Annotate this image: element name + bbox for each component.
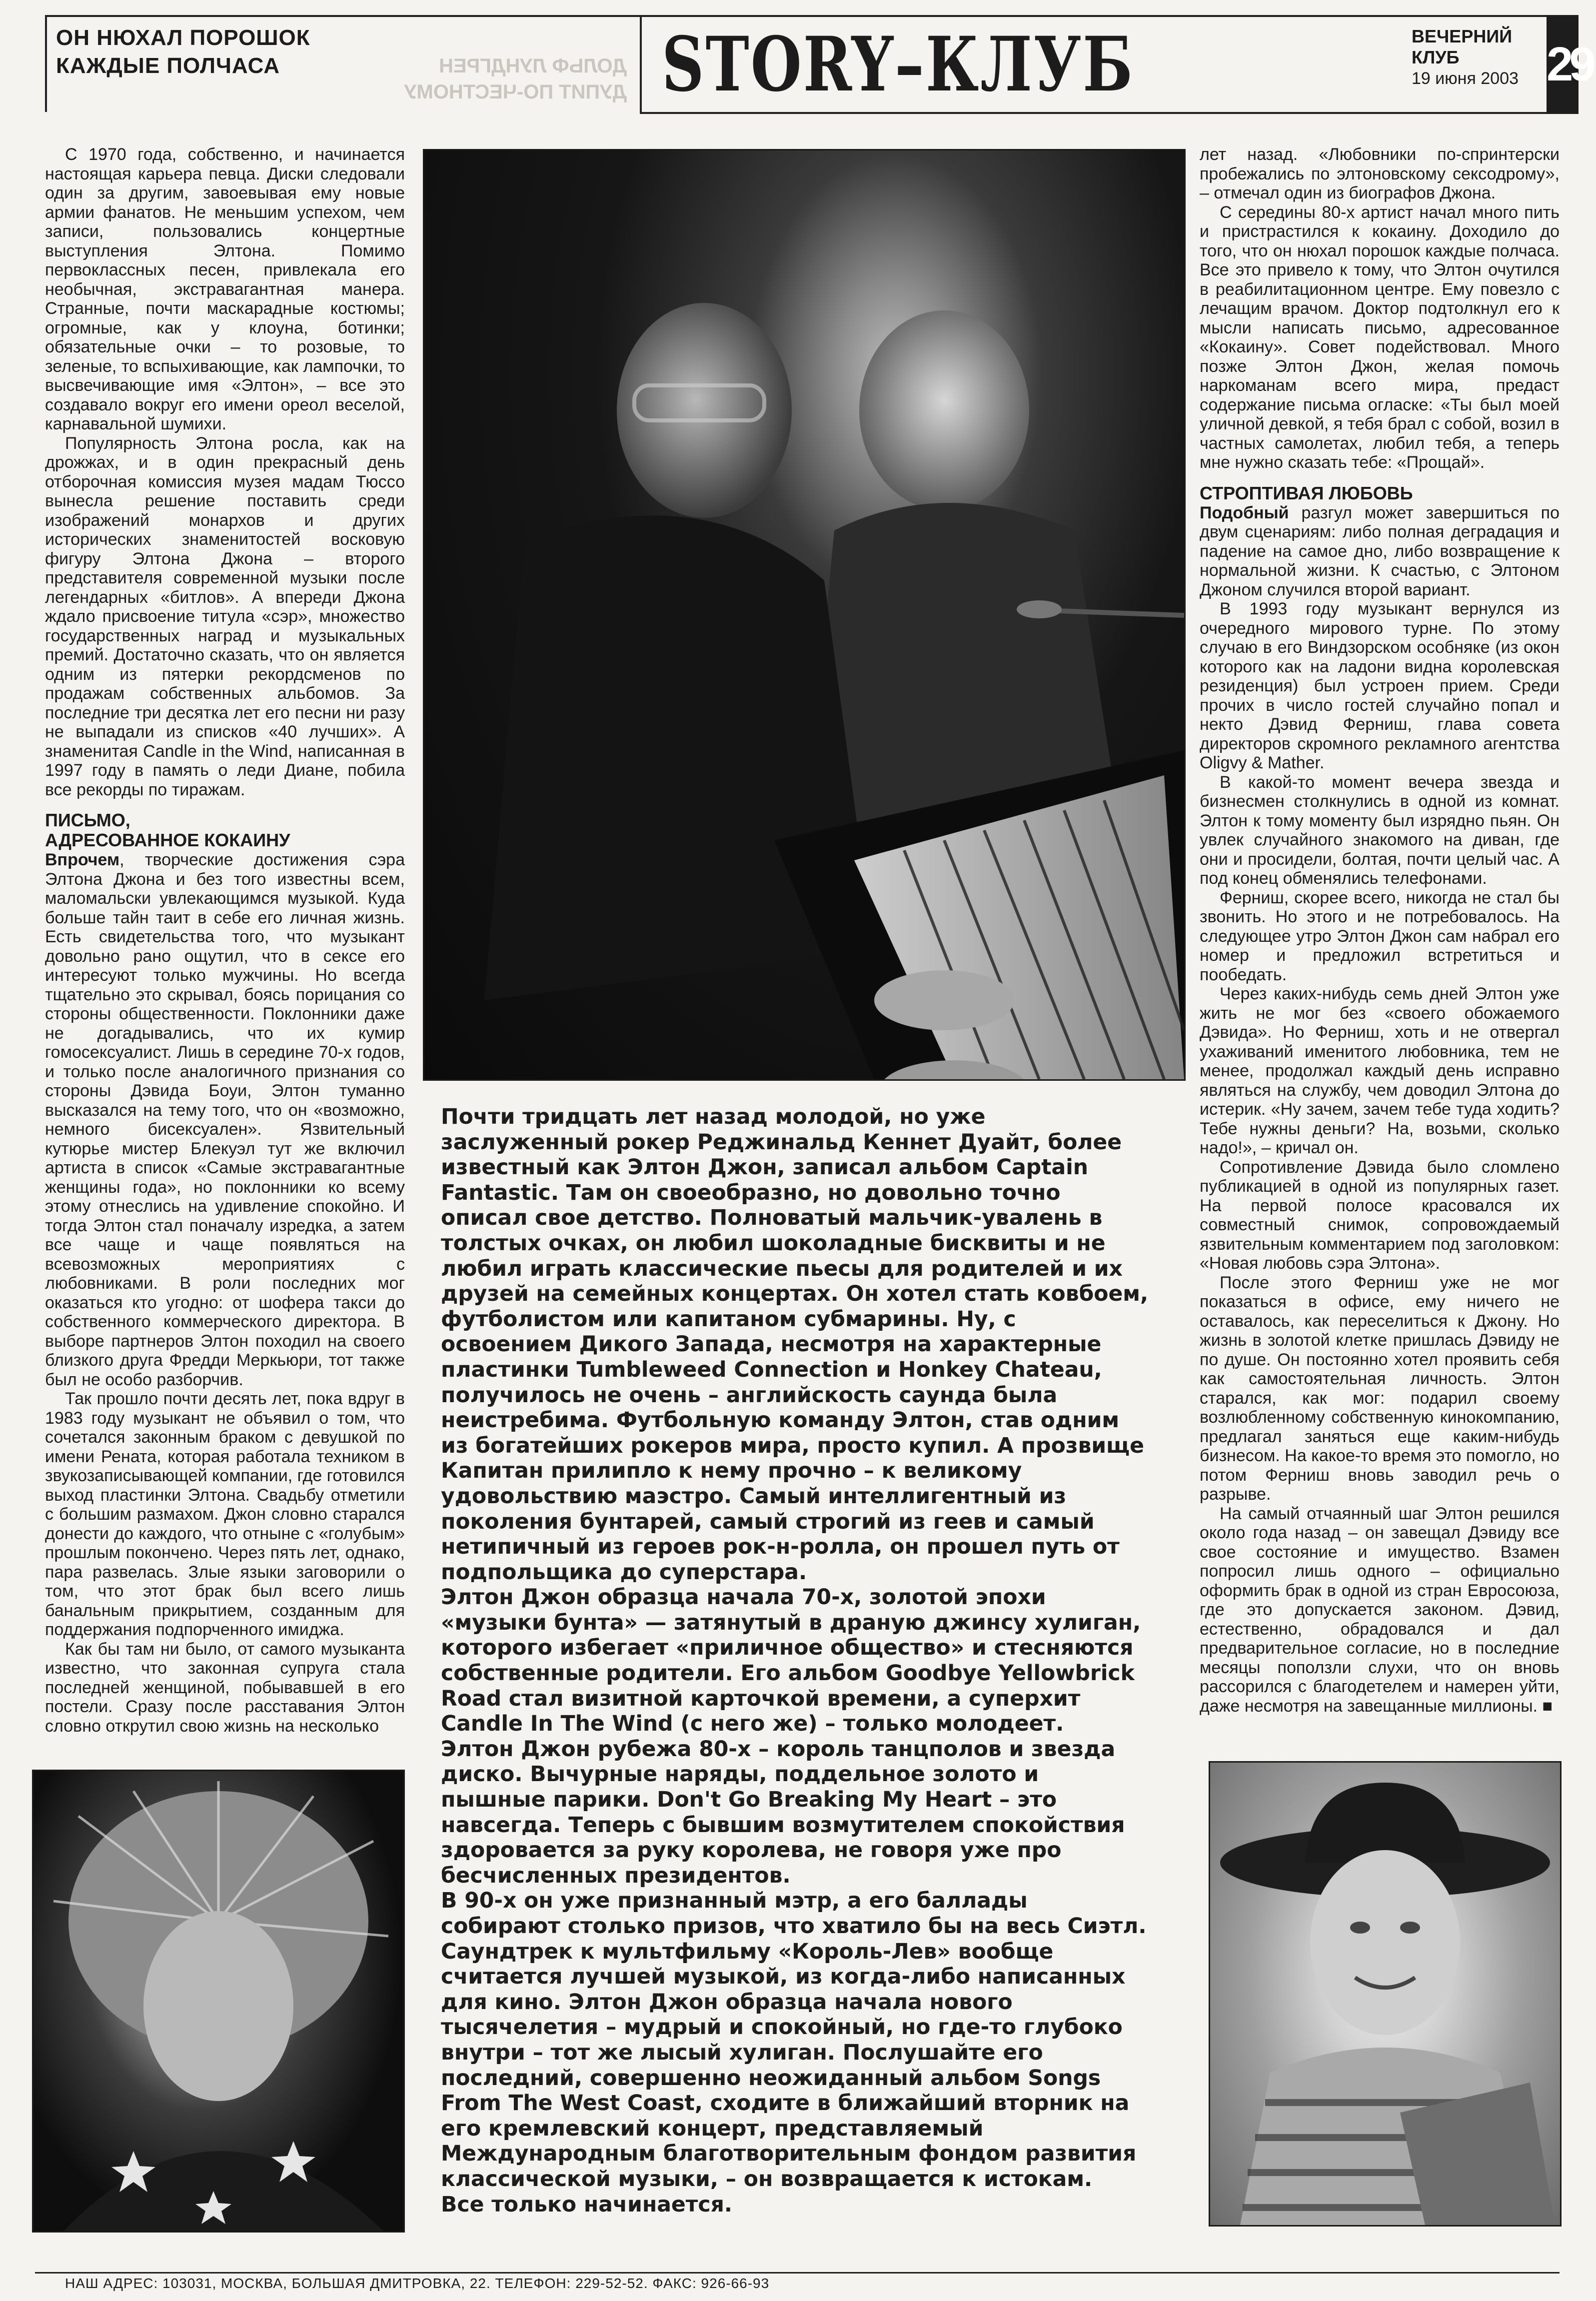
kicker-headline [56, 24, 310, 80]
feature-paragraph: Все только начинается. [441, 2192, 733, 2217]
subheading [45, 810, 405, 850]
paragraph: На самый отчаянный шаг Элтон решился около года назад – он завещал Дэвиду все свое состояние и имущество. Взамен попросил лишь одного – официально оформить брак в одной из стран Евросоюза, где это допускается законом. Дэвид, естественно, обрадовался и дал предварительное согласие, но в последние месяцы поползли слухи, что он вновь рассорился с благодетелем и намерен уйти, даже несмотря на завещанные миллионы. ■ [1200, 1504, 1560, 1716]
paragraph: Как бы там ни было, от самого музыканта известно, что законная супруга стала последней женщиной, побывавшей в его постели. Сразу после расставания Элтон словно открутил свою жизнь на несколько [45, 1639, 405, 1736]
photo-cowboy-hat [1209, 1761, 1562, 2227]
publication-name: ВЕЧЕРНИЙ КЛУБ [1412, 26, 1513, 67]
photo-illustration [1210, 1763, 1560, 2225]
photo-illustration [33, 1771, 403, 2231]
paragraph: С середины 80-х артист начал много пить и пристрастился к кокаину. Доходило до того, что он нюхал порошок каждые полчаса. Все это привело к тому, что Элтон очутился в реабилитационном центре. Ему повезло с лечащим врачом. Доктор подтолкнул его к мысли написать письмо, адресованное «Кокаину». Совет подействовал. Много позже Элтон Джон, желая помочь наркоманам всего мира, предаст содержание письма огласке: «Ты был моей уличной девкой, я тебя брал с собой, возил в частных самолетах, любил тебя, а теперь мне нужно сказать тебе: «Прощай». [1200, 202, 1560, 472]
ghost-line-2: ДУПИТ ПО-ЧЕСТНОМУ [404, 81, 627, 103]
paragraph: Так прошло почти десять лет, пока вдруг в 1983 году музыкант не объявил о том, что сочетался законным браком с девушкой по имени Рената, которая работала техником в звукозаписывающей компании, где готовился выход пластинки Элтона. Свадьбу отметили с большим размахом. Джон словно старался донести до каждого, что отныне с «голубым» прошлым покончено. Через пять лет, однако, пара развелась. Злые языки заговорили о том, что этот брак был всего лишь банальным прикрытием, созданным для поддержания подпорченного имиджа. [45, 1389, 405, 1639]
paragraph: В 1993 году музыкант вернулся из очередного мирового турне. По этому случаю в его Виндзорском особняке (из окон которого как на ладони видна королевская резиденция) был устроен прием. Среди прочих в число гостей случайно попал и некто Дэвид Ферниш, глава совета директоров скромного рекламного агентства Oligvy & Mather. [1200, 599, 1560, 772]
issue-date: 19 июня 2003 [1412, 69, 1519, 88]
section-title: STORY–КЛУБ [662, 20, 1135, 108]
paragraph: Популярность Элтона росла, как на дрожжах, и в один прекрасный день отборочная комиссия музея мадам Тюссо вынесла решение поставить среди изображений монархов и других исторических знаменитостей восковую фигуру Элтона Джона – второго представителя современной музыки после легендарных «битлов». А впереди Джона ждало присвоение титула «сэр», множество государственных наград и музыкальных премий. Достаточно сказать, что он является одним из пятерки рекордсменов по продажам собственных альбомов. За последние три десятка лет его песни ни разу не выпадали из списков «40 лучших». А знаменитая Candle in the Wind, написанная в 1997 году в память о леди Диане, побила все рекорды по тиражам. [45, 433, 405, 799]
ghost-line-1: ДОЛЬФ ЛУНДГРЕН [439, 55, 627, 77]
paragraph-body: разгул может завершиться по двум сценариям: либо полная деградация и падение на самое дно, либо возвращение к нормальной жизни. К счастью, с Элтоном Джоном случился второй вариант. [1200, 503, 1560, 599]
paragraph-body: , творческие достижения сэра Элтона Джона и без того известны всем, маломальски увлекающимся музыкой. Куда больше тайн таит в себе его личная жизнь. Есть свидетельства того, что музыкант довольно рано ощутил, что в сексе его интересуют только мужчины. Но всегда тщательно это скрывал, боясь порицания со стороны общественности. Поклонники даже не догадывались, что их кумир гомосексуалист. Лишь в середине 70-х годов, и только после аналогичного признания со стороны Дэвида Боуи, Элтон туманно высказался на тему того, что он «возможно, немного бисексуален». Язвительный кутюрье мистер Блекуэл тут же включил артиста в список «Самые экстравагантные женщины года», но поклонники ко всему этому отнеслись на удивление спокойно. И тогда Элтон стал поначалу изредка, а затем все чаще и чаще появляться на всевозможных мероприятиях с любовниками. В роли последних мог оказаться кто угодно: от шофера такси до собственного коммерческого директора. В выборе партнеров Элтон походил на своего близкого друга Фредди Меркьюри, тот также был не особо разборчив. [45, 850, 405, 1389]
paragraph: Ферниш, скорее всего, никогда не стал бы звонить. Но этого и не потребовалось. На следующее утро Элтон Джон сам набрал его номер и предложил встретиться и пообедать. [1200, 888, 1560, 984]
paragraph: В какой-то момент вечера звезда и бизнесмен столкнулись в одной из комнат. Элтон к тому моменту был изрядно пьян. Он увлек случайного знакомого на диван, где они и просидели, болтая, почти целый час. А под конец обменялись телефонами. [1200, 772, 1560, 888]
paragraph: лет назад. «Любовники по-спринтерски пробежались по элтоновскому сексодрому», – отмечал один из биографов Джона. [1200, 145, 1560, 202]
subheading-line-1: ПИСЬМО, [45, 810, 130, 830]
lead-word: Подобный [1200, 503, 1289, 522]
photo-illustration [424, 150, 1184, 1079]
left-column [45, 145, 405, 1736]
paragraph [1200, 503, 1560, 600]
publication-info [1412, 26, 1542, 89]
feature-paragraph: Почти тридцать лет назад молодой, но уже заслуженный рокер Реджинальд Кеннет Дуайт, более известный как Элтон Джон, записал альбом Captain Fantastic. Там он своеобразно, но довольно точно описал свое детство. Полноватый мальчик-увалень в толстых очках, он любил шоколадные бисквиты и не любил играть классические пьесы для родителей и их друзей на семейных концертах. Он хотел стать ковбоем, футболистом или капитаном субмарины. Ну, с освоением Дикого Запада, несмотря на характерные пластинки Tumbleweed Connection и Honkey Chateau, получилось не очень – английскость саунда была неистребима. Футбольную команду Элтон, став одним из богатейших рокеров мира, просто купил. А прозвище Капитан прилипло к нему прочно – к великому удовольствию маэстро. Самый интеллигентный из поколения бунтарей, самый строгий из геев и самый нетипичный из героев рок-н-ролла, он прошел путь от подпольщика до суперстара. [441, 1105, 1149, 1585]
feature-paragraph: Элтон Джон образца начала 70-х, золотой эпохи «музыки бунта» — затянутый в драную джинсу хулиган, которого избегает «приличное общество» и стесняются собственные родители. Его альбом Goodbye Yellowbrick Road стал визитной карточкой времени, а суперхит Candle In The Wind (с него же) – только молодеет. [441, 1585, 1141, 1737]
kicker-box [45, 15, 642, 112]
paragraph: С 1970 года, собственно, и начинается настоящая карьера певца. Диски следовали один за другим, завоевывая ему новые армии фанатов. Не меньшим успехом, чем записи, пользовались концертные выступления Элтона. Помимо первоклассных песен, привлекала его необычная, экстравагантная манера. Странные, почти маскарадные костюмы; огромные, как у клоуна, ботинки; обязательные очки – то розовые, то зеленые, то вспыхивающие, как лампочки, то высвечивающие имя «Элтон», – все это создавало вокруг его имени ореол веселой, карнавальной шумихи. [45, 145, 405, 433]
footer-address-bar [35, 2272, 1560, 2294]
main-photo-piano [423, 149, 1186, 1081]
feature-text [441, 1105, 1151, 2218]
kicker-line-1: ОН НЮХАЛ ПОРОШОК [56, 25, 310, 50]
right-column [1200, 145, 1560, 1716]
paragraph: Сопротивление Дэвида было сломлено публикацией в одной из популярных газет. На первой полосе красовался их совместный снимок, сопровождаемый язвительным комментарием под заголовком: «Новая любовь сэра Элтона». [1200, 1157, 1560, 1273]
subheading-line-2: АДРЕСОВАННОЕ КОКАИНУ [45, 830, 290, 850]
lead-word: Впрочем [45, 850, 120, 869]
footer-address: НАШ АДРЕС: 103031, МОСКВА, БОЛЬШАЯ ДМИТРОВКА, 22. ТЕЛЕФОН: 229-52-52. ФАКС: 926-66-93 [65, 2276, 770, 2291]
paragraph [45, 850, 405, 1389]
photo-wig-costume [32, 1770, 405, 2233]
paragraph: Через каких-нибудь семь дней Элтон уже жить не мог без «своего обожаемого Дэвида». Но Ферниш, хоть и не отвергал ухаживаний именитого любовника, тем не менее, продолжал каждый день исправно являться на службу, чем доводил Элтона до истерик. «Ну зачем, зачем тебе туда ходить? Тебе нужны деньги? На, возьми, сколько надо!», – кричал он. [1200, 984, 1560, 1157]
feature-paragraph: Элтон Джон рубежа 80-х – король танцполов и звезда диско. Вычурные наряды, поддельное золото и пышные парики. Don't Go Breaking My Heart – это навсегда. Теперь с бывшим возмутителем спокойствия здоровается за руку королева, не говоря уже про бесчисленных президентов. [441, 1737, 1125, 1888]
paragraph: После этого Ферниш уже не мог показаться в офисе, ему ничего не оставалось, как переселиться к Джону. Но жизнь в золотой клетке пришлась Дэвиду не по душе. Он постоянно хотел проявить себя как самостоятельная личность. Элтон старался, как мог: подарил своему возлюбленному собственную кинокомпанию, предлагал заняться еще каким-нибудь бизнесом. На какое-то время это помогло, но потом Ферниш вновь заводил речь о разрыве. [1200, 1273, 1560, 1504]
subheading: СТРОПТИВАЯ ЛЮБОВЬ [1200, 482, 1413, 503]
section-banner [640, 15, 1592, 114]
page-number: 29 [1547, 15, 1579, 114]
feature-paragraph: В 90-х он уже признанный мэтр, а его баллады собирают столько призов, что хватило бы на весь Сиэтл. Саундтрек к мультфильму «Король-Лев» вообще считается лучшей музыкой, из когда-либо написанных для кино. Элтон Джон образца начала нового тысячелетия – мудрый и спокойный, но где-то глубоко внутри – тот же лысый хулиган. Послушайте его последний, совершенно неожиданный альбом Songs From The West Coast, сходите в ближайший вторник на его кремлевский концерт, представляемый Международным благотворительным фондом развития классической музыки, – он возвращается к истокам. [441, 1889, 1147, 2192]
page-header [45, 15, 1592, 115]
show-through-text [367, 53, 627, 105]
kicker-line-2: КАЖДЫЕ ПОЛЧАСА [56, 53, 280, 78]
